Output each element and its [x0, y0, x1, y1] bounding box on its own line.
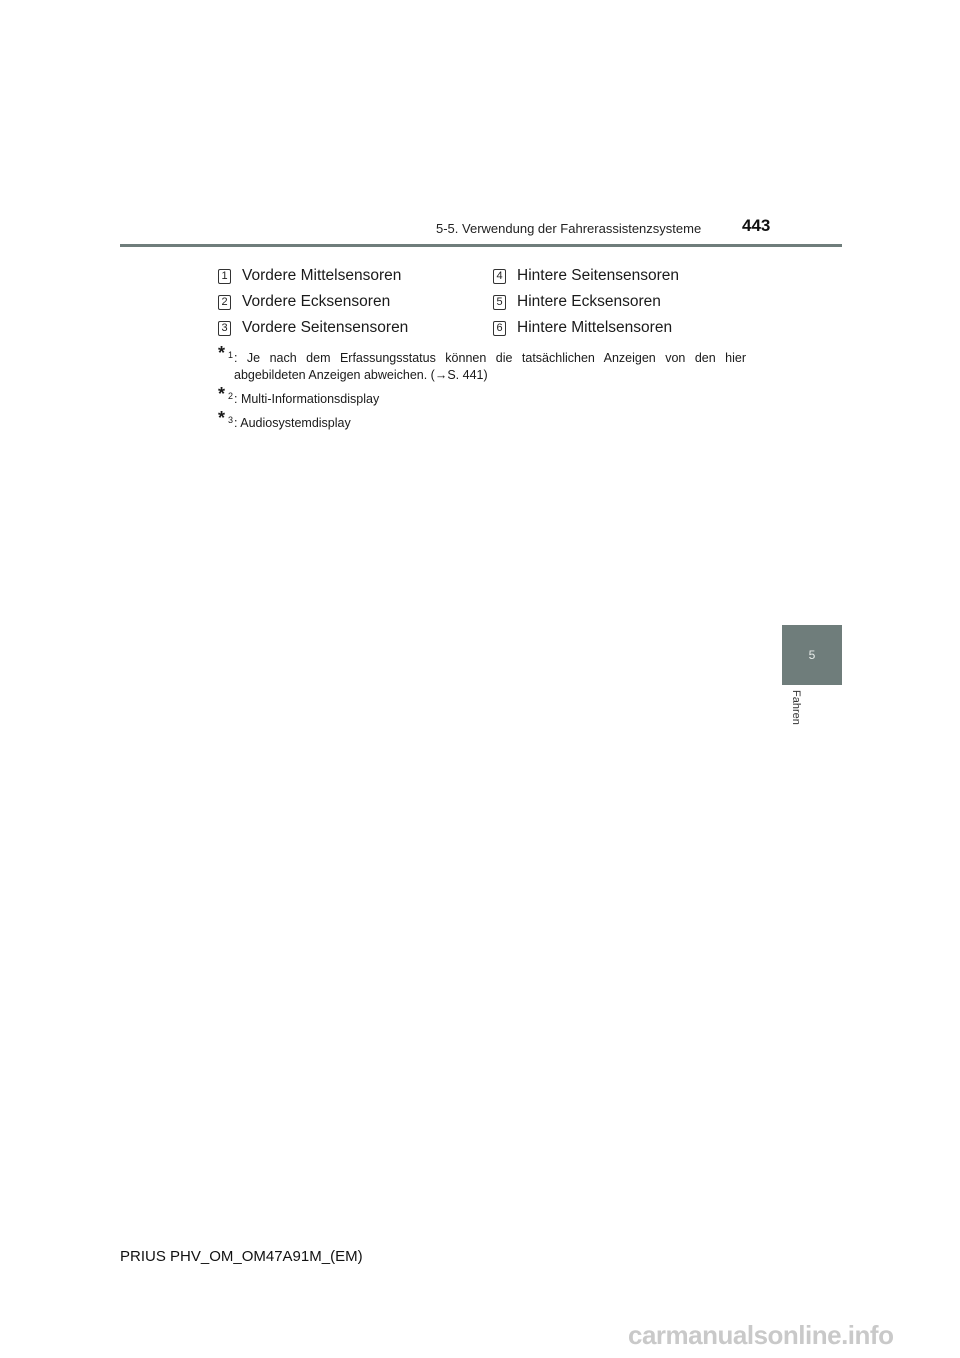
footnote — [218, 384, 746, 408]
footnote-asterisk: * — [218, 408, 226, 428]
legend-number-badge: 1 — [218, 269, 231, 284]
legend-number-badge: 5 — [493, 295, 506, 310]
header-divider — [120, 244, 842, 247]
footnote-number: 3 — [228, 415, 234, 425]
footnote-text: : Audiosystemdisplay — [234, 416, 351, 430]
legend-label: Hintere Mittelsensoren — [517, 319, 673, 336]
legend-label: Vordere Seitensensoren — [242, 319, 409, 336]
legend-label: Hintere Ecksensoren — [517, 293, 661, 310]
footnote-text: : Multi-Informationsdisplay — [234, 392, 380, 406]
legend-item — [493, 319, 672, 337]
legend-item — [218, 319, 408, 337]
legend-number-badge: 3 — [218, 321, 231, 336]
footnote — [218, 408, 746, 432]
legend-item — [218, 293, 390, 311]
legend-item — [493, 293, 661, 311]
legend-number-badge: 2 — [218, 295, 231, 310]
section-title: 5-5. Verwendung der Fahrerassistenzsysteme — [436, 221, 702, 236]
footnote-text: : Je nach dem Erfassungsstatus können die tatsächlichen Anzeigen von den hier abgebildeten Anzeigen abweichen. (→S. 441) — [234, 351, 746, 382]
footnote-number: 1 — [228, 350, 234, 360]
chapter-number: 5 — [808, 648, 816, 662]
legend-item — [493, 267, 679, 285]
chapter-tab — [782, 625, 842, 685]
footnote-asterisk: * — [218, 384, 226, 404]
legend-label: Hintere Seitensensoren — [517, 267, 679, 284]
legend-label: Vordere Mittelsensoren — [242, 267, 402, 284]
page-number: 443 — [742, 216, 771, 235]
legend-item — [218, 267, 401, 285]
footnote-asterisk: * — [218, 343, 226, 363]
legend-number-badge: 4 — [493, 269, 506, 284]
document-code: PRIUS PHV_OM_OM47A91M_(EM) — [120, 1248, 363, 1265]
footnote — [218, 343, 746, 384]
legend-label: Vordere Ecksensoren — [242, 293, 391, 310]
chapter-label: Fahren — [790, 690, 802, 725]
legend-number-badge: 6 — [493, 321, 506, 336]
watermark: carmanualsonline.info — [628, 1320, 894, 1350]
footnote-number: 2 — [228, 391, 234, 401]
